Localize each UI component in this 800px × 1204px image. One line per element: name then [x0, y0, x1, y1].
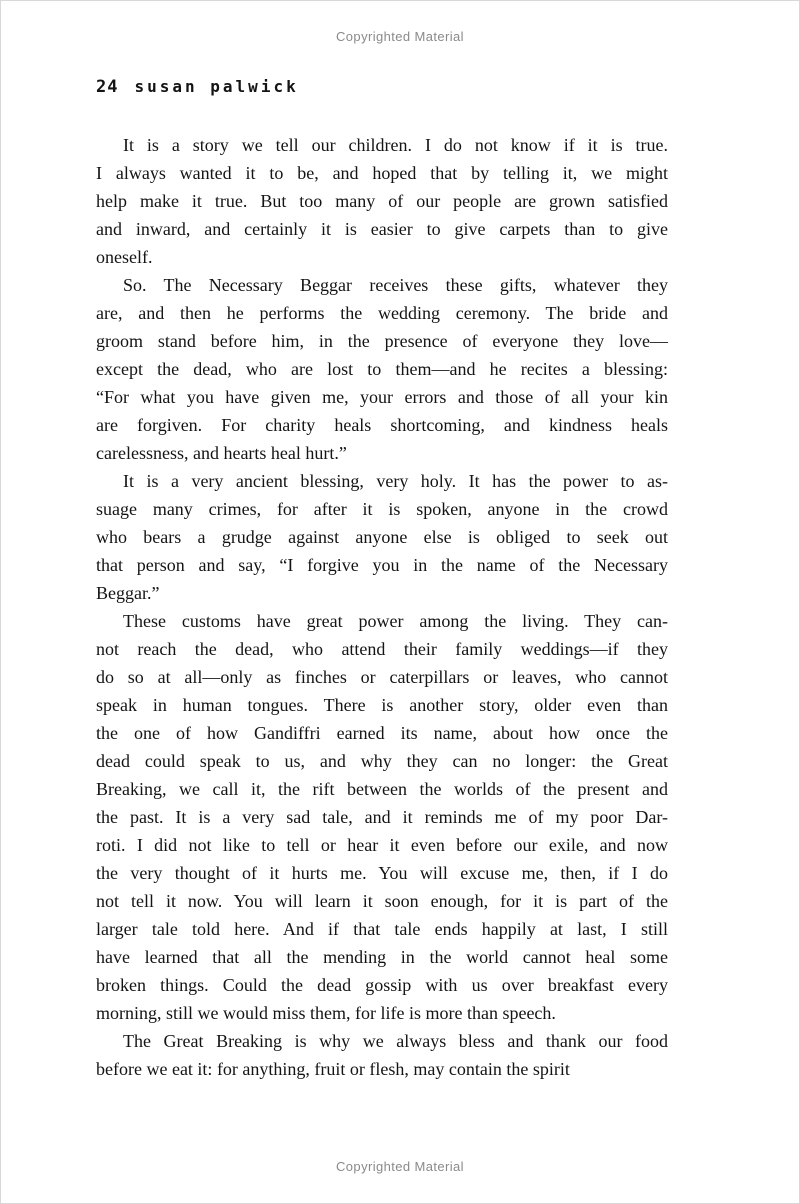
- text-line: dead could speak to us, and why they can no longer: the Great: [96, 751, 668, 771]
- text-line: are, and then he performs the wedding ceremony. The bride and: [96, 303, 668, 323]
- text-line: not reach the dead, who attend their family weddings—if they: [96, 639, 668, 659]
- text-line: Breaking, we call it, the rift between the worlds of the present and: [96, 779, 668, 799]
- text-line: and inward, and certainly it is easier to give carpets than to give: [96, 219, 668, 239]
- text-line: speak in human tongues. There is another story, older even than: [96, 695, 668, 715]
- text-line: are forgiven. For charity heals shortcoming, and kindness heals: [96, 415, 668, 435]
- text-line: the past. It is a very sad tale, and it reminds me of my poor Dar-: [96, 807, 668, 827]
- copyright-notice-bottom: Copyrighted Material: [336, 1159, 464, 1174]
- text-line: The Great Breaking is why we always bless and thank our food: [123, 1031, 668, 1051]
- text-line: It is a story we tell our children. I do not know if it is true.: [123, 135, 668, 155]
- text-line: help make it true. But too many of our people are grown satisfied: [96, 191, 668, 211]
- text-line: carelessness, and hearts heal hurt.”: [96, 443, 347, 463]
- copyright-notice-top: Copyrighted Material: [336, 29, 464, 44]
- text-line: the one of how Gandiffri earned its name, about how once the: [96, 723, 668, 743]
- page-number: 24: [96, 77, 119, 97]
- text-line: larger tale told here. And if that tale ends happily at last, I still: [96, 919, 668, 939]
- text-line: Beggar.”: [96, 583, 160, 603]
- text-line: “For what you have given me, your errors and those of all your kin: [96, 387, 668, 407]
- text-line: who bears a grudge against anyone else is obliged to seek out: [96, 527, 668, 547]
- text-line: do so at all—only as finches or caterpillars or leaves, who cannot: [96, 667, 668, 687]
- paragraph: [96, 271, 668, 467]
- paragraph: [96, 607, 668, 1027]
- text-line: that person and say, “I forgive you in the name of the Necessary: [96, 555, 668, 575]
- text-line: These customs have great power among the living. They can-: [123, 611, 668, 631]
- body-text: [96, 131, 668, 1083]
- text-line: not tell it now. You will learn it soon enough, for it is part of the: [96, 891, 668, 911]
- text-line: roti. I did not like to tell or hear it even before our exile, and now: [96, 835, 668, 855]
- text-line: suage many crimes, for after it is spoken, anyone in the crowd: [96, 499, 668, 519]
- text-line: broken things. Could the dead gossip with us over breakfast every: [96, 975, 668, 995]
- text-line: have learned that all the mending in the world cannot heal some: [96, 947, 668, 967]
- text-line: So. The Necessary Beggar receives these gifts, whatever they: [123, 275, 668, 295]
- text-line: I always wanted it to be, and hoped that by telling it, we might: [96, 163, 668, 183]
- text-line: oneself.: [96, 247, 153, 267]
- page-header: [96, 77, 299, 97]
- author-name: susan palwick: [134, 77, 299, 96]
- text-line: It is a very ancient blessing, very holy. It has the power to as-: [123, 471, 668, 491]
- paragraph: [96, 467, 668, 607]
- paragraph: [96, 131, 668, 271]
- text-line: except the dead, who are lost to them—and he recites a blessing:: [96, 359, 668, 379]
- text-line: groom stand before him, in the presence of everyone they love—: [96, 331, 668, 351]
- text-line: the very thought of it hurts me. You will excuse me, then, if I do: [96, 863, 668, 883]
- text-line: before we eat it: for anything, fruit or flesh, may contain the spirit: [96, 1059, 570, 1079]
- paragraph: [96, 1027, 668, 1083]
- text-line: morning, still we would miss them, for life is more than speech.: [96, 1003, 556, 1023]
